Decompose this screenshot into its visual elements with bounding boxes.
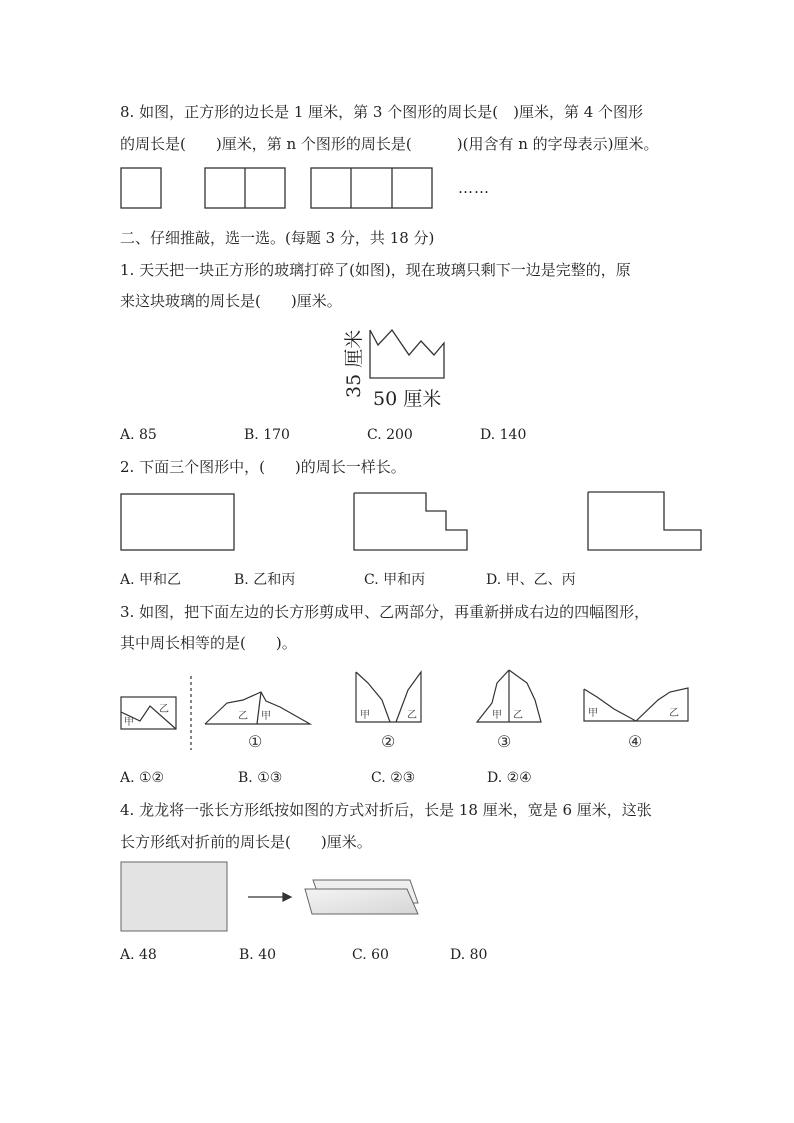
q3-orig-jia: 甲 [124,717,134,728]
q1-width-label: 50 厘米 [373,388,442,410]
q3-orig-yi: 乙 [159,704,169,715]
q1-option-d[interactable]: D. 140 [480,427,527,443]
q4-option-b[interactable]: B. 40 [239,947,277,963]
q3-fig-number-3: ③ [497,732,512,751]
q1-option-a[interactable]: A. 85 [120,427,157,443]
q3-fig1-jia: 甲 [261,711,271,722]
q4-paper-folded [305,880,418,914]
q4-option-c[interactable]: C. 60 [352,947,389,963]
q1-height-label: 35 厘米 [343,329,365,398]
q3-fig2-jia: 甲 [360,710,370,721]
q4-option-a[interactable]: A. 48 [120,947,157,963]
q2-option-a[interactable]: A. 甲和乙 [120,572,182,588]
q2-line-1: 2. 下面三个图形中，( )的周长一样长。 [120,458,406,476]
q3-option-a[interactable]: A. ①② [120,770,165,786]
q4-option-d[interactable]: D. 80 [450,947,488,963]
q1-line-2: 来这块玻璃的周长是( )厘米。 [120,292,342,310]
q2-option-b[interactable]: B. 乙和丙 [234,572,296,588]
q8-ellipsis: …… [458,179,490,197]
q3-fig4-jia: 甲 [588,708,598,719]
q3-fig-number-2: ② [381,732,396,751]
q8-line-2: 的周长是( )厘米，第 n 个图形的周长是( )(用含有 n 的字母表示)厘米。 [120,135,659,153]
q3-fig-number-4: ④ [628,732,643,751]
section-2-heading: 二、仔细推敲，选一选。(每题 3 分，共 18 分) [120,229,435,247]
q2-option-c[interactable]: C. 甲和丙 [364,572,426,588]
q1-option-b[interactable]: B. 170 [244,427,290,443]
q4-arrow [248,893,291,901]
q3-line-2: 其中周长相等的是( )。 [120,634,297,652]
q4-line-2: 长方形纸对折前的周长是( )厘米。 [120,833,372,851]
q3-fig4-yi: 乙 [669,708,679,719]
q3-fig3-yi: 乙 [513,710,523,721]
q3-option-d[interactable]: D. ②④ [487,770,532,786]
q1-option-c[interactable]: C. 200 [367,427,413,443]
q3-line-1: 3. 如图，把下面左边的长方形剪成甲、乙两部分，再重新拼成右边的四幅图形， [120,603,650,621]
q2-option-d[interactable]: D. 甲、乙、丙 [486,572,576,588]
q4-line-1: 4. 龙龙将一张长方形纸按如图的方式对折后，长是 18 厘米，宽是 6 厘米，这张 [120,801,652,819]
q3-option-b[interactable]: B. ①③ [238,770,283,786]
q3-option-c[interactable]: C. ②③ [371,770,416,786]
q3-fig2-yi: 乙 [407,710,417,721]
q3-fig-number-1: ① [248,732,263,751]
q3-fig1-yi: 乙 [238,711,248,722]
q4-paper-unfolded [121,862,227,931]
q1-line-1: 1. 天天把一块正方形的玻璃打碎了(如图)，现在玻璃只剩下一边是完整的，原 [120,261,631,279]
q8-line-1: 8. 如图，正方形的边长是 1 厘米，第 3 个图形的周长是( )厘米，第 4 个图形 [120,103,644,121]
q3-fig3-jia: 甲 [492,710,502,721]
